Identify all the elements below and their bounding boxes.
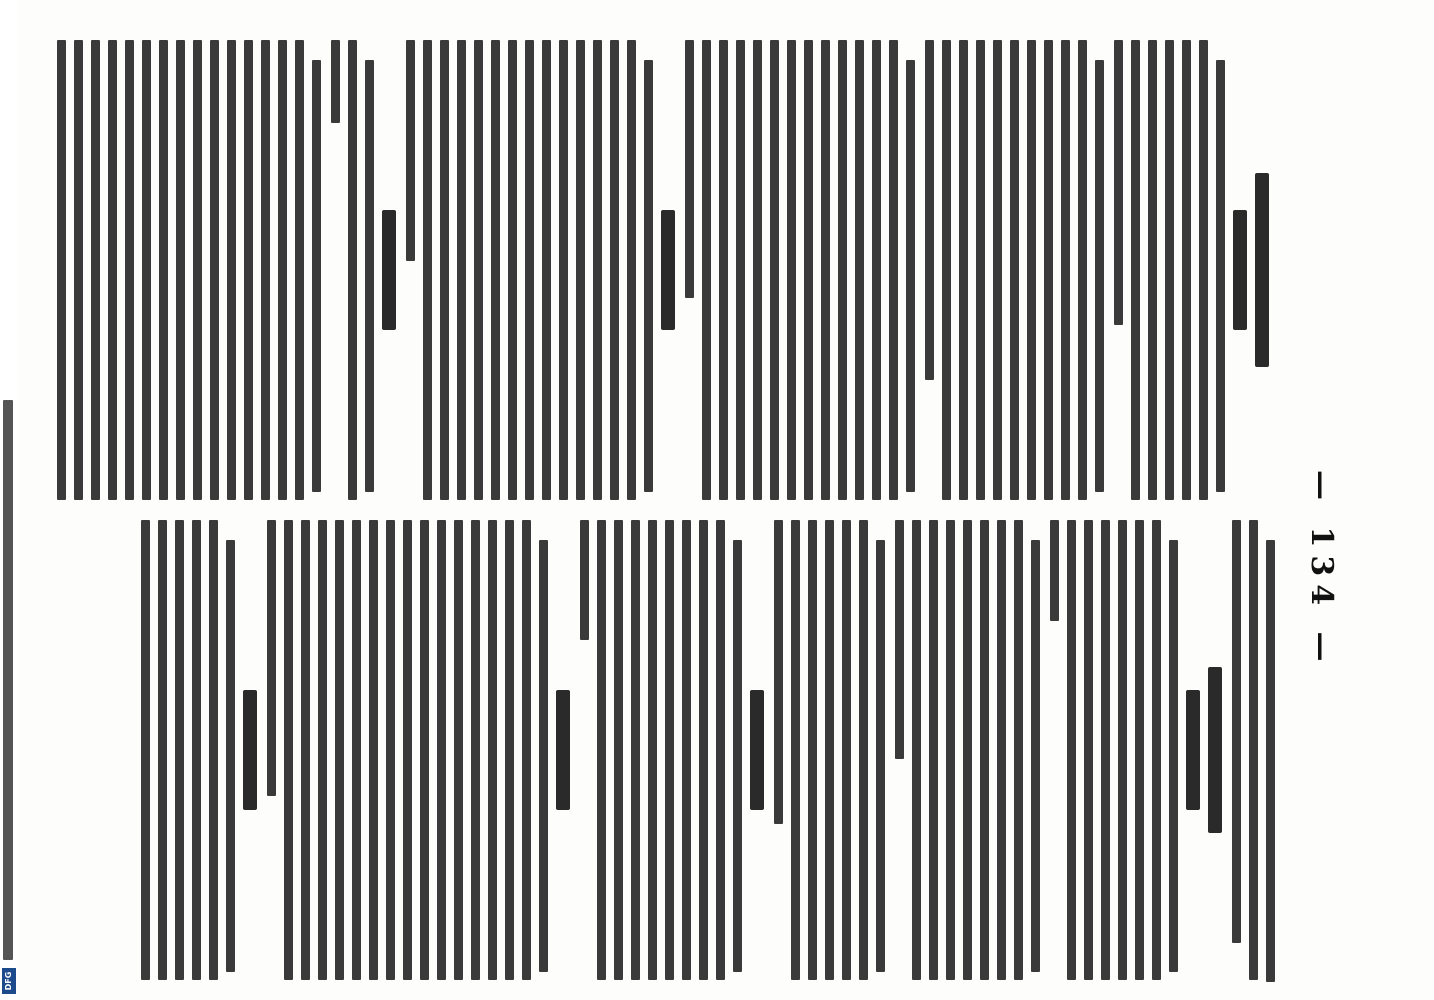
- text-line: [631, 520, 640, 980]
- text-line: [610, 40, 619, 500]
- text-line: [471, 520, 480, 980]
- digitization-credit-strip: [0, 0, 18, 1000]
- paragraph: [1114, 40, 1225, 500]
- text-line: [278, 40, 287, 500]
- text-line: [525, 40, 534, 500]
- text-line: [1095, 60, 1104, 492]
- text-line: [176, 40, 185, 500]
- text-line: [842, 520, 851, 980]
- text-line: [457, 40, 466, 500]
- text-line: [889, 40, 898, 500]
- text-line: [665, 520, 674, 980]
- text-line: [318, 520, 327, 980]
- text-line: [1084, 520, 1093, 980]
- text-line: [141, 520, 150, 980]
- text-column-right: [131, 520, 1275, 980]
- text-line: [192, 520, 201, 980]
- text-line: [733, 540, 742, 972]
- paragraph: [774, 520, 885, 980]
- text-line: [821, 40, 830, 500]
- text-line: [1182, 40, 1191, 500]
- text-line: [125, 40, 134, 500]
- credit-line: [3, 400, 13, 960]
- text-line: [1027, 40, 1036, 500]
- text-line: [1152, 520, 1161, 980]
- text-line: [352, 520, 361, 980]
- text-line: [522, 520, 531, 980]
- text-line: [644, 60, 653, 492]
- text-line: [175, 520, 184, 980]
- paragraph: [925, 40, 1104, 500]
- text-line: [261, 40, 270, 500]
- text-line: [331, 40, 340, 123]
- text-line: [505, 520, 514, 980]
- text-line: [423, 40, 432, 500]
- text-line: [1118, 520, 1127, 980]
- text-line: [348, 40, 357, 500]
- text-line: [946, 520, 955, 980]
- rotated-page-content: [155, 0, 1355, 1000]
- text-line: [753, 40, 762, 500]
- dfg-logo-icon: DFG: [2, 968, 16, 994]
- text-line: [1249, 520, 1258, 980]
- text-line: [804, 40, 813, 500]
- text-line: [406, 40, 415, 261]
- text-line: [227, 40, 236, 500]
- text-line: [959, 40, 968, 500]
- text-line: [74, 40, 83, 500]
- section-heading: [661, 210, 675, 330]
- text-line: [774, 520, 783, 824]
- text-line: [1114, 40, 1123, 325]
- text-line: [1131, 40, 1140, 500]
- text-line: [593, 40, 602, 500]
- text-line: [980, 520, 989, 980]
- text-line: [1031, 540, 1040, 972]
- text-line: [193, 40, 202, 500]
- text-line: [142, 40, 151, 500]
- text-line: [787, 40, 796, 500]
- paragraph: [141, 520, 235, 980]
- text-line: [895, 520, 904, 759]
- text-line: [386, 520, 395, 980]
- text-line: [158, 520, 167, 980]
- text-line: [770, 40, 779, 500]
- text-line: [91, 40, 100, 500]
- paragraph: [57, 40, 321, 500]
- section-heading: [243, 690, 257, 810]
- paragraph: [406, 40, 653, 500]
- paragraph: [580, 520, 742, 980]
- text-line: [925, 40, 934, 380]
- text-line: [454, 520, 463, 980]
- text-line: [1216, 60, 1225, 492]
- text-line: [808, 520, 817, 980]
- text-line: [420, 520, 429, 980]
- text-line: [942, 40, 951, 500]
- text-line: [437, 520, 446, 980]
- text-line: [648, 520, 657, 980]
- text-line: [209, 520, 218, 980]
- text-line: [1135, 520, 1144, 980]
- text-line: [159, 40, 168, 500]
- text-line: [1010, 40, 1019, 500]
- text-line: [488, 520, 497, 980]
- paragraph: [1050, 520, 1178, 980]
- text-line: [614, 520, 623, 980]
- text-line: [580, 520, 589, 640]
- text-line: [682, 520, 691, 980]
- text-line: [976, 40, 985, 500]
- text-line: [284, 520, 293, 980]
- text-line: [1044, 40, 1053, 500]
- text-line: [108, 40, 117, 500]
- text-line: [1199, 40, 1208, 500]
- credit-rotated: [0, 0, 18, 1000]
- text-line: [1078, 40, 1087, 500]
- text-line: [1266, 540, 1275, 982]
- text-line: [1014, 520, 1023, 980]
- text-line: [876, 540, 885, 972]
- text-line: [267, 520, 276, 796]
- text-line: [1169, 540, 1178, 972]
- text-line: [627, 40, 636, 500]
- text-line: [226, 540, 235, 972]
- text-line: [301, 520, 310, 980]
- text-line: [1148, 40, 1157, 500]
- text-line: [702, 40, 711, 500]
- text-line: [1050, 520, 1059, 621]
- text-line: [295, 40, 304, 500]
- text-line: [838, 40, 847, 500]
- text-line: [1067, 520, 1076, 980]
- text-line: [1101, 520, 1110, 980]
- text-line: [597, 520, 606, 980]
- section-heading: [1186, 690, 1200, 810]
- page-number: — 134 —: [1304, 470, 1339, 670]
- text-line: [57, 40, 66, 500]
- section-heading: [1233, 210, 1247, 330]
- text-line: [210, 40, 219, 500]
- paragraph: [267, 520, 548, 980]
- text-line: [312, 60, 321, 492]
- text-line: [859, 520, 868, 980]
- text-line: [997, 520, 1006, 980]
- text-line: [1165, 40, 1174, 500]
- text-line: [912, 520, 921, 980]
- text-line: [542, 40, 551, 500]
- text-line: [699, 520, 708, 980]
- text-line: [539, 540, 548, 972]
- text-line: [369, 520, 378, 980]
- text-line: [993, 40, 1002, 500]
- text-line: [791, 520, 800, 980]
- text-line: [872, 40, 881, 500]
- text-line: [403, 520, 412, 980]
- section-heading: [750, 690, 764, 810]
- text-line: [365, 60, 374, 492]
- paragraph: [895, 520, 1040, 980]
- text-line: [716, 520, 725, 980]
- section-heading: [1208, 667, 1222, 833]
- text-line: [736, 40, 745, 500]
- text-line: [1232, 520, 1241, 943]
- section-heading: [1255, 173, 1269, 366]
- text-line: [491, 40, 500, 500]
- text-line: [508, 40, 517, 500]
- text-line: [825, 520, 834, 980]
- text-line: [440, 40, 449, 500]
- text-line: [335, 520, 344, 980]
- text-line: [1061, 40, 1070, 500]
- text-line: [929, 520, 938, 980]
- paragraph: [1232, 520, 1275, 980]
- text-line: [685, 40, 694, 298]
- paragraph: [331, 40, 374, 500]
- text-line: [474, 40, 483, 500]
- text-line: [906, 60, 915, 492]
- section-heading: [556, 690, 570, 810]
- text-line: [719, 40, 728, 500]
- section-heading: [382, 210, 396, 330]
- text-line: [963, 520, 972, 980]
- text-line: [576, 40, 585, 500]
- text-line: [244, 40, 253, 500]
- text-column-left: [47, 40, 1275, 500]
- text-line: [855, 40, 864, 500]
- text-line: [559, 40, 568, 500]
- paragraph: [685, 40, 915, 500]
